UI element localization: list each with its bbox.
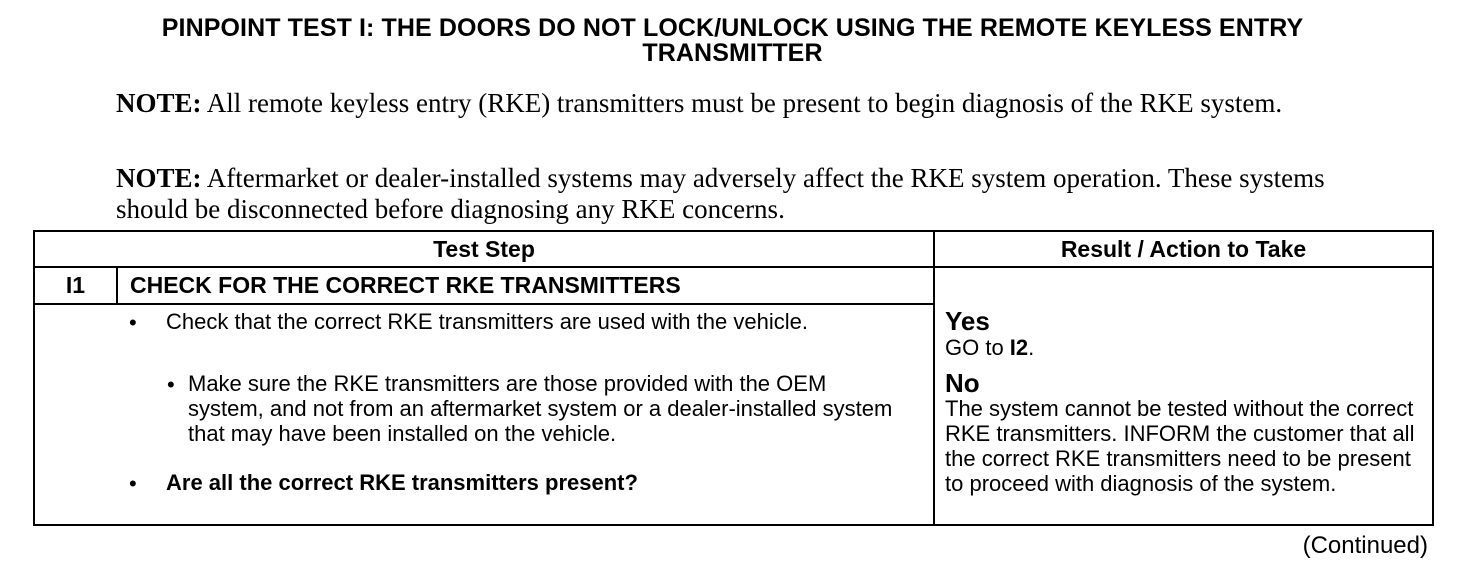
note-label: NOTE:: [116, 163, 202, 193]
step-item-oem-system: Make sure the RKE transmitters are those provided with the OEM system, and not from an aftermarket system or a dealer-installed system that may have been installed on the vehicle.: [188, 371, 893, 446]
step-number: I1: [65, 272, 86, 298]
note-rke-transmitters: [116, 88, 1346, 119]
note-label: NOTE:: [116, 88, 202, 118]
header-result-action: Result / Action to Take: [1060, 236, 1307, 262]
title-line-2: TRANSMITTER: [642, 39, 823, 67]
column-divider: [933, 232, 935, 524]
bullet-icon: •: [167, 372, 175, 397]
note-aftermarket-systems: [116, 163, 1346, 225]
step-question: Are all the correct RKE transmitters present?: [166, 470, 638, 495]
result-no-action: The system cannot be tested without the correct RKE transmitters. INFORM the customer that all the correct RKE transmitters need to be present to proceed with diagnosis of the system.: [945, 396, 1415, 496]
step-title: CHECK FOR THE CORRECT RKE TRANSMITTERS: [130, 272, 681, 298]
note-text: Aftermarket or dealer-installed systems may adversely affect the RKE system operation. These systems should be disconnected before diagnosing any RKE concerns.: [116, 163, 1325, 224]
result-yes-suffix: .: [1028, 335, 1035, 360]
step-item-check-transmitters: Check that the correct RKE transmitters are used with the vehicle.: [166, 309, 808, 334]
page-title: [60, 16, 1405, 66]
continued-label: (Continued): [1302, 532, 1428, 559]
bullet-icon: •: [129, 310, 137, 335]
bullet-icon: •: [129, 471, 137, 496]
result-yes-prefix: GO to: [945, 335, 1010, 360]
result-no-label: No: [945, 368, 980, 398]
goto-step-link[interactable]: I2: [1009, 335, 1029, 360]
pinpoint-test-table: [33, 230, 1434, 526]
header-test-step: Test Step: [433, 236, 535, 262]
title-line-1: PINPOINT TEST I: THE DOORS DO NOT LOCK/UNLOCK USING THE REMOTE KEYLESS ENTRY: [161, 14, 1304, 42]
step-title-divider: [35, 303, 933, 305]
result-yes-label: Yes: [945, 306, 990, 336]
step-number-divider: [116, 268, 118, 303]
note-text: All remote keyless entry (RKE) transmitters must be present to begin diagnosis of the RKE system.: [201, 88, 1283, 118]
header-divider: [35, 266, 1432, 268]
result-yes-action: [945, 335, 1034, 360]
